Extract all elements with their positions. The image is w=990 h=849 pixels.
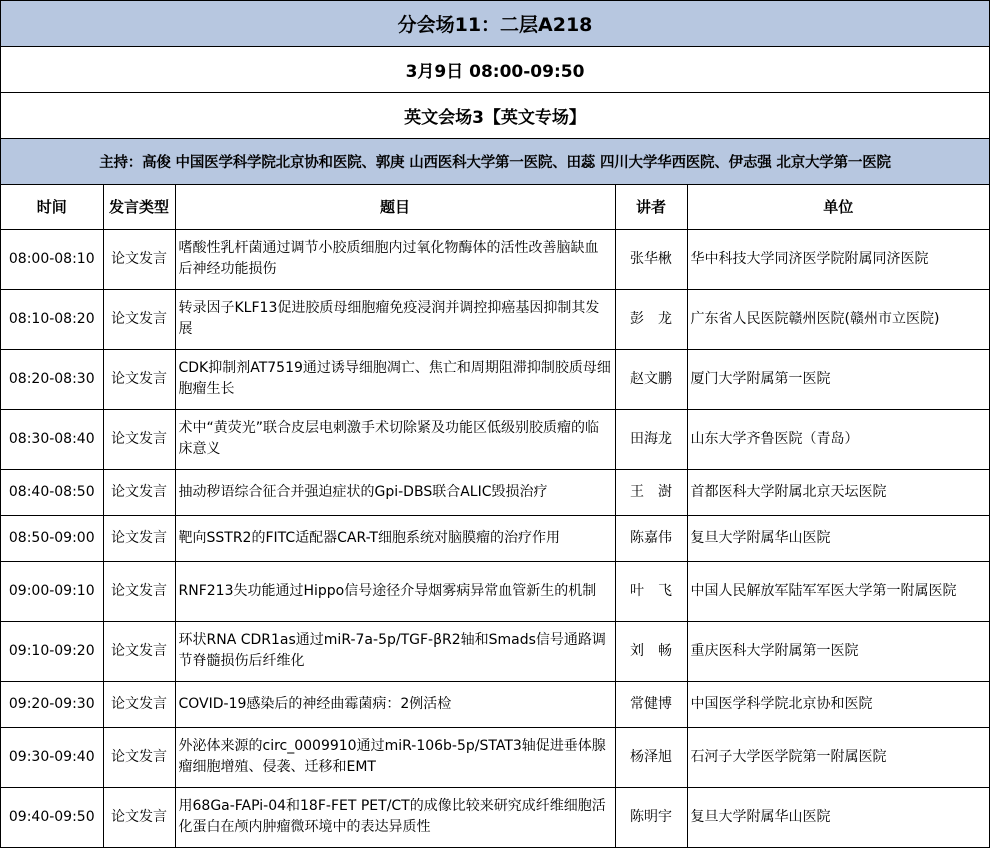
unit-cell: 石河子大学医学院第一附属医院 bbox=[687, 727, 989, 787]
topic-cell: 靶向SSTR2的FITC适配器CAR-T细胞系统对脑膜瘤的治疗作用 bbox=[175, 515, 615, 561]
column-header-time: 时间 bbox=[1, 185, 103, 229]
table-row bbox=[1, 727, 989, 787]
time-cell: 08:40-08:50 bbox=[1, 469, 103, 515]
column-header-speaker: 讲者 bbox=[615, 185, 687, 229]
time-cell: 09:00-09:10 bbox=[1, 561, 103, 621]
time-cell: 08:00-08:10 bbox=[1, 229, 103, 289]
topic-cell: 用68Ga-FAPi-04和18F-FET PET/CT的成像比较来研究成纤维细胞活化蛋白在颅内肿瘤微环境中的表达异质性 bbox=[175, 787, 615, 847]
type-cell: 论文发言 bbox=[103, 681, 175, 727]
column-header-unit: 单位 bbox=[687, 185, 989, 229]
topic-cell: 转录因子KLF13促进胶质母细胞瘤免疫浸润并调控抑癌基因抑制其发展 bbox=[175, 289, 615, 349]
type-cell: 论文发言 bbox=[103, 469, 175, 515]
time-cell: 08:10-08:20 bbox=[1, 289, 103, 349]
unit-cell: 首都医科大学附属北京天坛医院 bbox=[687, 469, 989, 515]
topic-cell: 术中“黄荧光”联合皮层电刺激手术切除紧及功能区低级别胶质瘤的临床意义 bbox=[175, 409, 615, 469]
time-cell: 08:20-08:30 bbox=[1, 349, 103, 409]
speaker-cell: 陈明宇 bbox=[615, 787, 687, 847]
agenda-table bbox=[1, 185, 989, 848]
type-cell: 论文发言 bbox=[103, 409, 175, 469]
time-cell: 08:50-09:00 bbox=[1, 515, 103, 561]
type-cell: 论文发言 bbox=[103, 787, 175, 847]
speaker-cell: 陈嘉伟 bbox=[615, 515, 687, 561]
type-cell: 论文发言 bbox=[103, 229, 175, 289]
session-name: 英文会场3【英文专场】 bbox=[1, 93, 989, 139]
speaker-cell: 常健博 bbox=[615, 681, 687, 727]
topic-cell: 外泌体来源的circ_0009910通过miR-106b-5p/STAT3轴促进垂体腺瘤细胞增殖、侵袭、迁移和EMT bbox=[175, 727, 615, 787]
type-cell: 论文发言 bbox=[103, 727, 175, 787]
topic-cell: COVID-19感染后的神经曲霉菌病：2例活检 bbox=[175, 681, 615, 727]
speaker-cell: 彭 龙 bbox=[615, 289, 687, 349]
speaker-cell: 杨泽旭 bbox=[615, 727, 687, 787]
speaker-cell: 张华楸 bbox=[615, 229, 687, 289]
table-row bbox=[1, 515, 989, 561]
time-cell: 09:10-09:20 bbox=[1, 621, 103, 681]
topic-cell: CDK抑制剂AT7519通过诱导细胞凋亡、焦亡和周期阻滞抑制胶质母细胞瘤生长 bbox=[175, 349, 615, 409]
unit-cell: 华中科技大学同济医学院附属同济医院 bbox=[687, 229, 989, 289]
type-cell: 论文发言 bbox=[103, 289, 175, 349]
time-cell: 09:30-09:40 bbox=[1, 727, 103, 787]
speaker-cell: 叶 飞 bbox=[615, 561, 687, 621]
table-row bbox=[1, 561, 989, 621]
unit-cell: 厦门大学附属第一医院 bbox=[687, 349, 989, 409]
type-cell: 论文发言 bbox=[103, 621, 175, 681]
speaker-cell: 田海龙 bbox=[615, 409, 687, 469]
session-chairs: 主持：高俊 中国医学科学院北京协和医院、郭庚 山西医科大学第一医院、田蕊 四川大学华西医院、伊志强 北京大学第一医院 bbox=[1, 139, 989, 185]
unit-cell: 复旦大学附属华山医院 bbox=[687, 787, 989, 847]
column-header-topic: 题目 bbox=[175, 185, 615, 229]
unit-cell: 复旦大学附属华山医院 bbox=[687, 515, 989, 561]
column-header-type: 发言类型 bbox=[103, 185, 175, 229]
time-cell: 08:30-08:40 bbox=[1, 409, 103, 469]
table-row bbox=[1, 681, 989, 727]
unit-cell: 中国医学科学院北京协和医院 bbox=[687, 681, 989, 727]
table-row bbox=[1, 229, 989, 289]
unit-cell: 山东大学齐鲁医院（青岛） bbox=[687, 409, 989, 469]
table-row bbox=[1, 349, 989, 409]
time-cell: 09:40-09:50 bbox=[1, 787, 103, 847]
table-row bbox=[1, 469, 989, 515]
topic-cell: RNF213失功能通过Hippo信号途径介导烟雾病异常血管新生的机制 bbox=[175, 561, 615, 621]
type-cell: 论文发言 bbox=[103, 349, 175, 409]
speaker-cell: 赵文鹏 bbox=[615, 349, 687, 409]
table-row bbox=[1, 787, 989, 847]
unit-cell: 广东省人民医院赣州医院(赣州市立医院) bbox=[687, 289, 989, 349]
speaker-cell: 王 澍 bbox=[615, 469, 687, 515]
table-row bbox=[1, 621, 989, 681]
unit-cell: 中国人民解放军陆军军医大学第一附属医院 bbox=[687, 561, 989, 621]
unit-cell: 重庆医科大学附属第一医院 bbox=[687, 621, 989, 681]
topic-cell: 嗜酸性乳杆菌通过调节小胶质细胞内过氧化物酶体的活性改善脑缺血后神经功能损伤 bbox=[175, 229, 615, 289]
topic-cell: 抽动秽语综合征合并强迫症状的Gpi-DBS联合ALIC毁损治疗 bbox=[175, 469, 615, 515]
session-date: 3月9日 08:00-09:50 bbox=[1, 47, 989, 93]
venue-title: 分会场11：二层A218 bbox=[1, 0, 989, 47]
table-row bbox=[1, 289, 989, 349]
table-row bbox=[1, 409, 989, 469]
type-cell: 论文发言 bbox=[103, 561, 175, 621]
table-header-row bbox=[1, 185, 989, 229]
type-cell: 论文发言 bbox=[103, 515, 175, 561]
time-cell: 09:20-09:30 bbox=[1, 681, 103, 727]
speaker-cell: 刘 畅 bbox=[615, 621, 687, 681]
topic-cell: 环状RNA CDR1as通过miR-7a-5p/TGF-βR2轴和Smads信号通路调节脊髓损伤后纤维化 bbox=[175, 621, 615, 681]
